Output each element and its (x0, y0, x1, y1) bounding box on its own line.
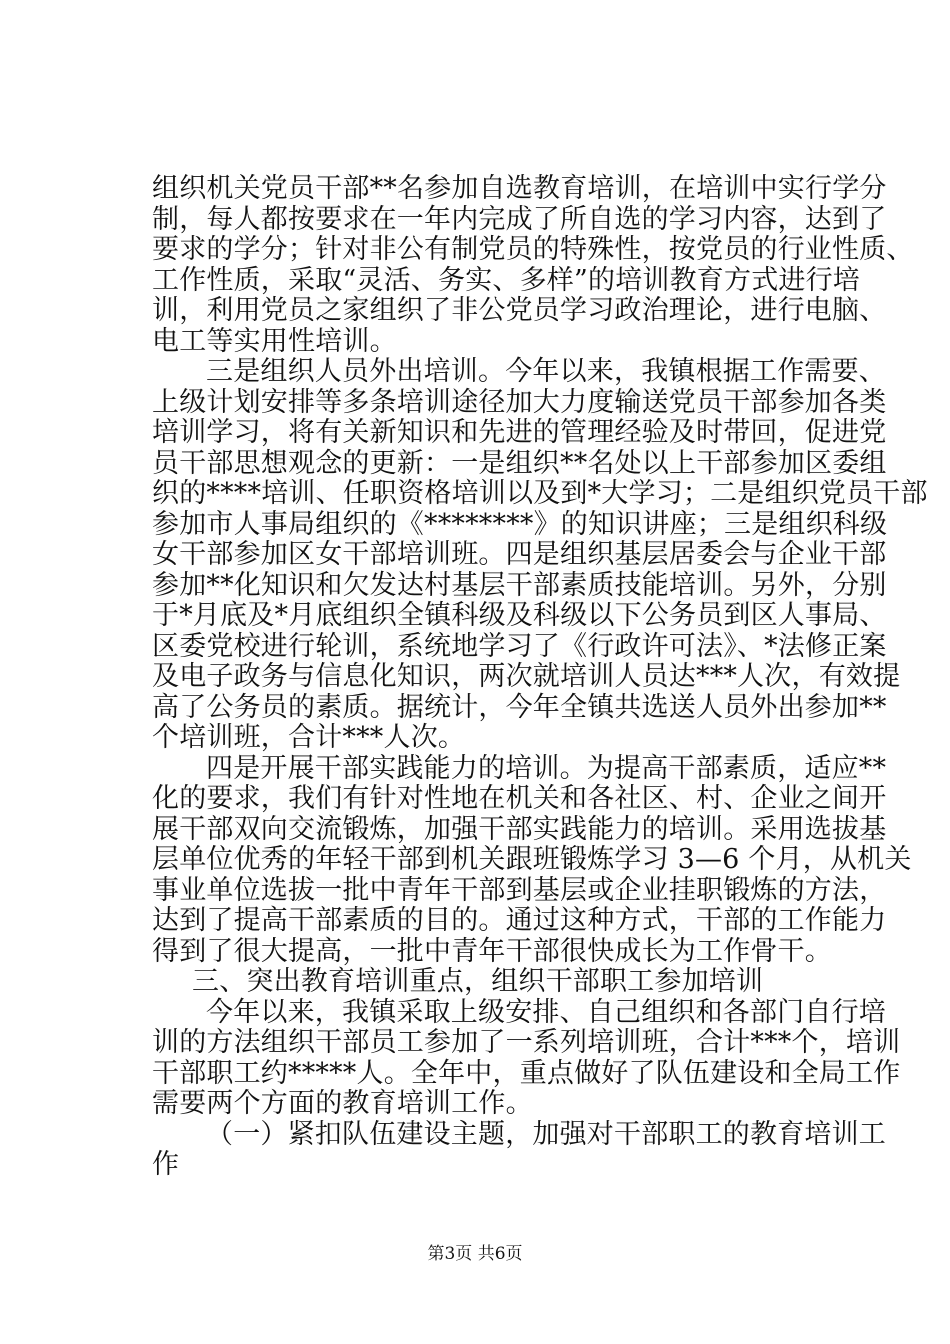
text-line: 事业单位选拔一批中青年干部到基层或企业挂职锻炼的方法， (152, 874, 887, 906)
text-line: 要求的学分；针对非公有制党员的特殊性，按党员的行业性质、 (152, 234, 914, 265)
text-line: 训，利用党员之家组织了非公党员学习政治理论，进行电脑、 (152, 295, 887, 326)
text-line: 组织机关党员干部**名参加自选教育培训，在培训中实行学分 (152, 173, 887, 204)
text-line: 干部职工约*****人。全年中，重点做好了队伍建设和全局工作 (152, 1057, 901, 1089)
text-line: 得到了很大提高，一批中青年干部很快成长为工作骨干。 (152, 935, 832, 967)
text-line: 展干部双向交流锻炼，加强干部实践能力的培训。采用选拔基 (152, 813, 887, 845)
text-line: 于*月底及*月底组织全镇科级及科级以下公务员到区人事局、 (152, 600, 887, 631)
text-line: 高了公务员的素质。据统计，今年全镇共选送人员外出参加** (152, 691, 887, 723)
text-line: 上级计划安排等多条培训途径加大力度输送党员干部参加各类 (152, 386, 887, 418)
text-line: 参加**化知识和欠发达村基层干部素质技能培训。另外，分别 (152, 569, 887, 601)
text-line: 作 (152, 1149, 180, 1180)
text-line: 达到了提高干部素质的目的。通过这种方式，干部的工作能力 (152, 905, 887, 936)
text-line: 培训学习，将有关新知识和先进的管理经验及时带回，促进党 (152, 417, 887, 448)
text-line: 电工等实用性培训。 (152, 325, 397, 357)
text-line: 参加市人事局组织的《********》的知识讲座；三是组织科级 (152, 508, 888, 540)
text-line: 三、突出教育培训重点，组织干部职工参加培训 (192, 966, 764, 997)
text-line: 区委党校进行轮训，系统地学习了《行政许可法》、*法修正案 (152, 630, 887, 662)
text-line: 训的方法组织干部员工参加了一系列培训班，合计***个，培训 (152, 1027, 901, 1058)
text-line: 制，每人都按要求在一年内完成了所自选的学习内容，达到了 (152, 203, 887, 235)
text-line: 工作性质，采取“灵活、务实、多样”的培训教育方式进行培 (152, 264, 861, 296)
text-line: 女干部参加区女干部培训班。四是组织基层居委会与企业干部 (152, 539, 887, 570)
text-line: 化的要求，我们有针对性地在机关和各社区、村、企业之间开 (152, 783, 887, 814)
text-line: 织的****培训、任职资格培训以及到*大学习；二是组织党员干部 (152, 478, 928, 509)
document-body (152, 173, 928, 1181)
page-footer: 第3页 共6页 (427, 1244, 523, 1264)
text-line: 三是组织人员外出培训。今年以来，我镇根据工作需要、 (206, 356, 886, 387)
text-line: （一）紧扣队伍建设主题，加强对干部职工的教育培训工 (206, 1118, 886, 1150)
text-line: 层单位优秀的年轻干部到机关跟班锻炼学习 3—6 个月，从机关 (152, 844, 912, 875)
text-line: 个培训班，合计***人次。 (152, 722, 466, 753)
text-line: 四是开展干部实践能力的培训。为提高干部素质，适应** (206, 752, 887, 784)
text-line: 员干部思想观念的更新：一是组织**名处以上干部参加区委组 (152, 447, 887, 479)
text-line: 今年以来，我镇采取上级安排、自己组织和各部门自行培 (206, 996, 886, 1028)
text-line: 需要两个方面的教育培训工作。 (152, 1088, 533, 1119)
text-line: 及电子政务与信息化知识，两次就培训人员达***人次，有效提 (152, 661, 901, 692)
